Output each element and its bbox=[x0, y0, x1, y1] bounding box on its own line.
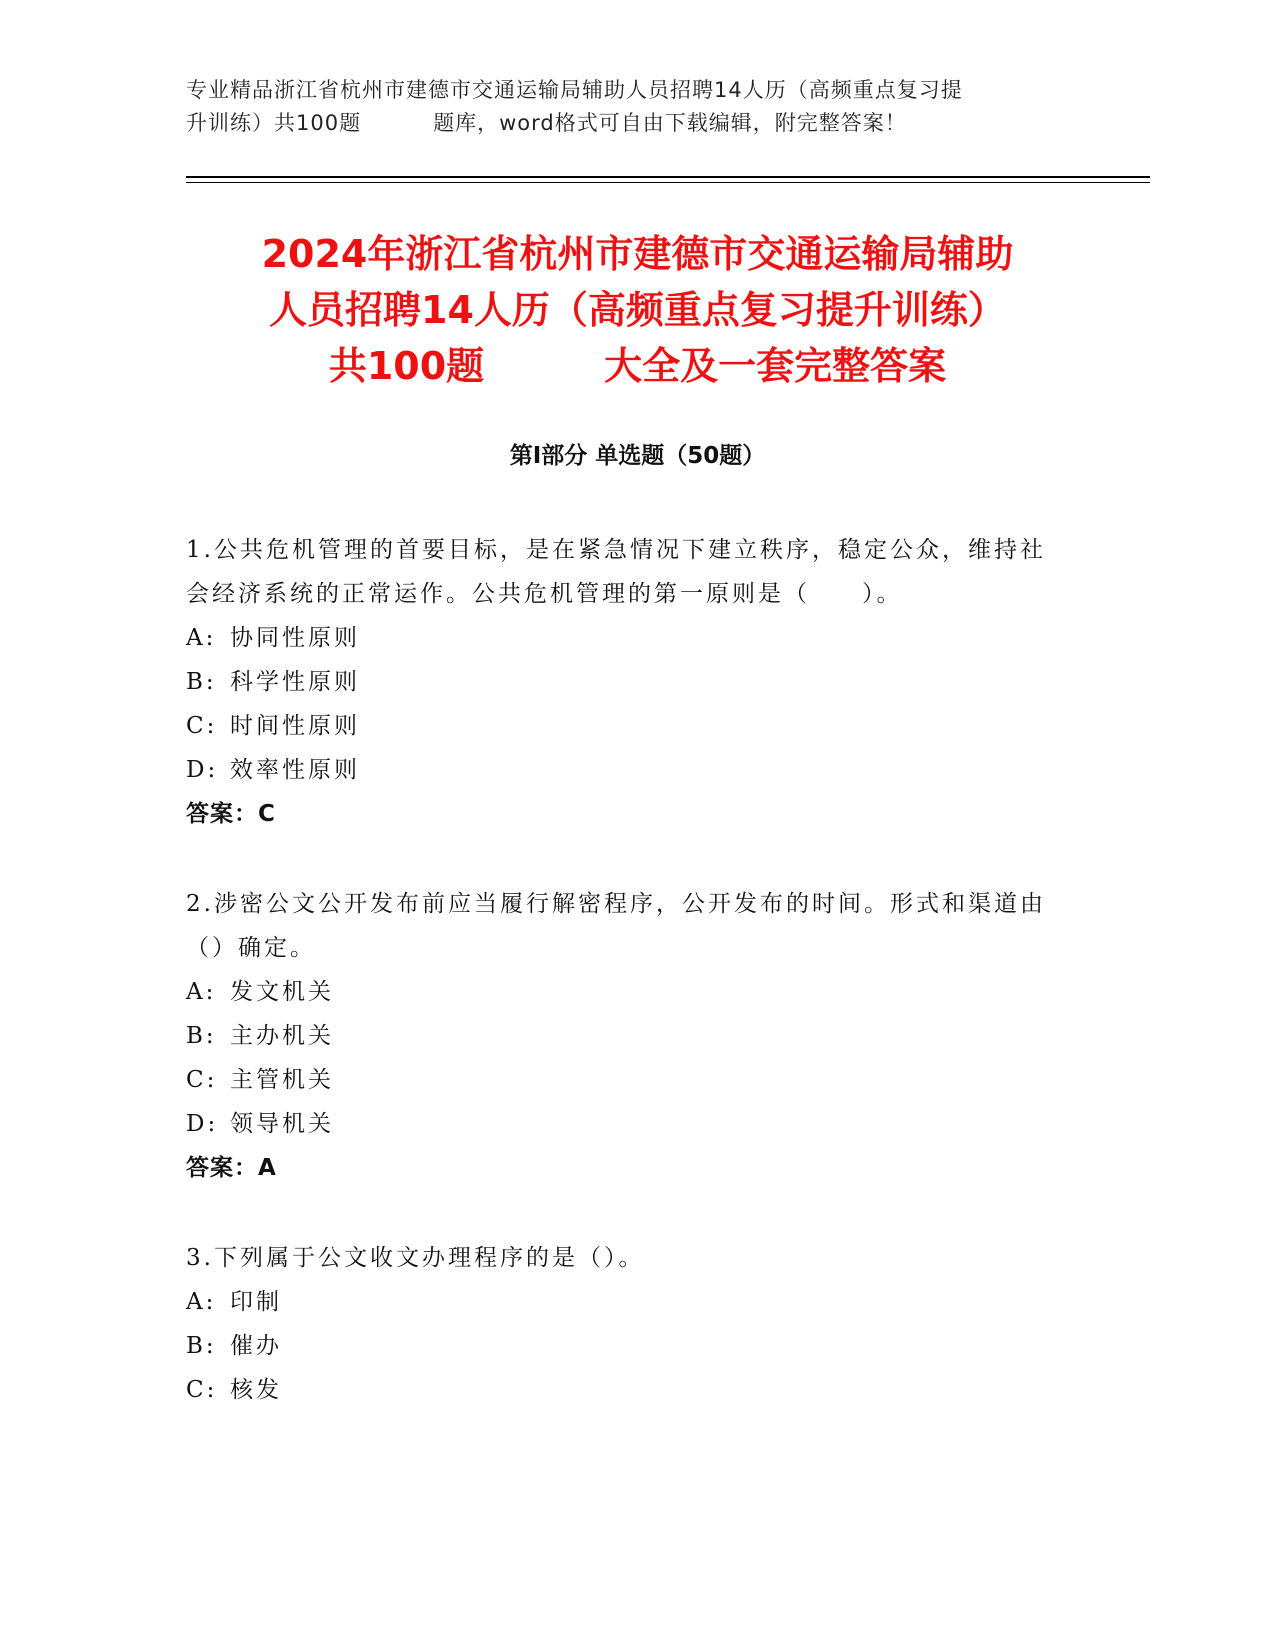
option-b bbox=[186, 660, 1066, 704]
section-title: 第Ⅰ部分 单选题（50题） bbox=[509, 443, 766, 469]
header-line-2 bbox=[186, 107, 1086, 140]
option-text: 主办机关 bbox=[230, 1023, 334, 1049]
option-letter: A: bbox=[186, 979, 217, 1005]
option-a bbox=[186, 616, 1066, 660]
option-text: 主管机关 bbox=[230, 1067, 334, 1093]
title-line-1: 2024年浙江省杭州市建德市交通运输局辅助 bbox=[261, 232, 1014, 276]
header-divider-thick bbox=[186, 176, 1150, 178]
question-2 bbox=[186, 882, 1066, 1190]
answer-line: 答案：C bbox=[186, 801, 276, 827]
option-letter: A: bbox=[186, 1289, 217, 1315]
title-line-3 bbox=[170, 338, 1105, 394]
title-line-2: 人员招聘14人历（高频重点复习提升训练） bbox=[269, 288, 1006, 332]
title-line-3-part-b: 大全及一套完整答案 bbox=[604, 344, 947, 388]
answer-line: 答案：A bbox=[186, 1155, 277, 1181]
question-1 bbox=[186, 528, 1066, 836]
header-divider-thin bbox=[186, 182, 1150, 183]
option-text: 催办 bbox=[230, 1333, 282, 1359]
option-text: 科学性原则 bbox=[230, 669, 360, 695]
option-text: 时间性原则 bbox=[230, 713, 360, 739]
option-b bbox=[186, 1014, 1066, 1058]
option-letter: C: bbox=[186, 1377, 218, 1403]
option-letter: B: bbox=[186, 669, 217, 695]
option-a bbox=[186, 1280, 1066, 1324]
option-d bbox=[186, 1102, 1066, 1146]
question-text: 1.公共危机管理的首要目标，是在紧急情况下建立秩序，稳定公众，维持社会经济系统的正常运作。公共危机管理的第一原则是（ ）。 bbox=[186, 537, 1046, 607]
option-letter: C: bbox=[186, 713, 218, 739]
option-letter: A: bbox=[186, 625, 217, 651]
question-text: 2.涉密公文公开发布前应当履行解密程序，公开发布的时间。形式和渠道由（）确定。 bbox=[186, 891, 1046, 961]
option-letter: B: bbox=[186, 1023, 217, 1049]
option-text: 领导机关 bbox=[230, 1111, 334, 1137]
option-c bbox=[186, 704, 1066, 748]
option-a bbox=[186, 970, 1066, 1014]
title-line-3-part-a: 共100题 bbox=[328, 344, 485, 388]
option-c bbox=[186, 1368, 1066, 1412]
header-note bbox=[186, 74, 1086, 140]
option-c bbox=[186, 1058, 1066, 1102]
option-text: 印制 bbox=[230, 1289, 282, 1315]
option-text: 核发 bbox=[230, 1377, 282, 1403]
question-3 bbox=[186, 1236, 1066, 1412]
question-list bbox=[186, 528, 1066, 1458]
document-title bbox=[170, 226, 1105, 394]
header-line-2-part-a: 升训练）共100题 bbox=[186, 111, 362, 135]
header-line-1: 专业精品浙江省杭州市建德市交通运输局辅助人员招聘14人历（高频重点复习提 bbox=[186, 78, 963, 102]
option-text: 效率性原则 bbox=[230, 757, 360, 783]
header-line-2-part-b: 题库，word格式可自由下载编辑，附完整答案！ bbox=[433, 111, 907, 135]
option-d bbox=[186, 748, 1066, 792]
question-text: 3.下列属于公文收文办理程序的是（）。 bbox=[186, 1245, 645, 1271]
option-text: 发文机关 bbox=[230, 979, 334, 1005]
option-letter: D: bbox=[186, 1111, 219, 1137]
option-letter: B: bbox=[186, 1333, 217, 1359]
option-b bbox=[186, 1324, 1066, 1368]
option-letter: C: bbox=[186, 1067, 218, 1093]
option-text: 协同性原则 bbox=[230, 625, 360, 651]
option-letter: D: bbox=[186, 757, 219, 783]
